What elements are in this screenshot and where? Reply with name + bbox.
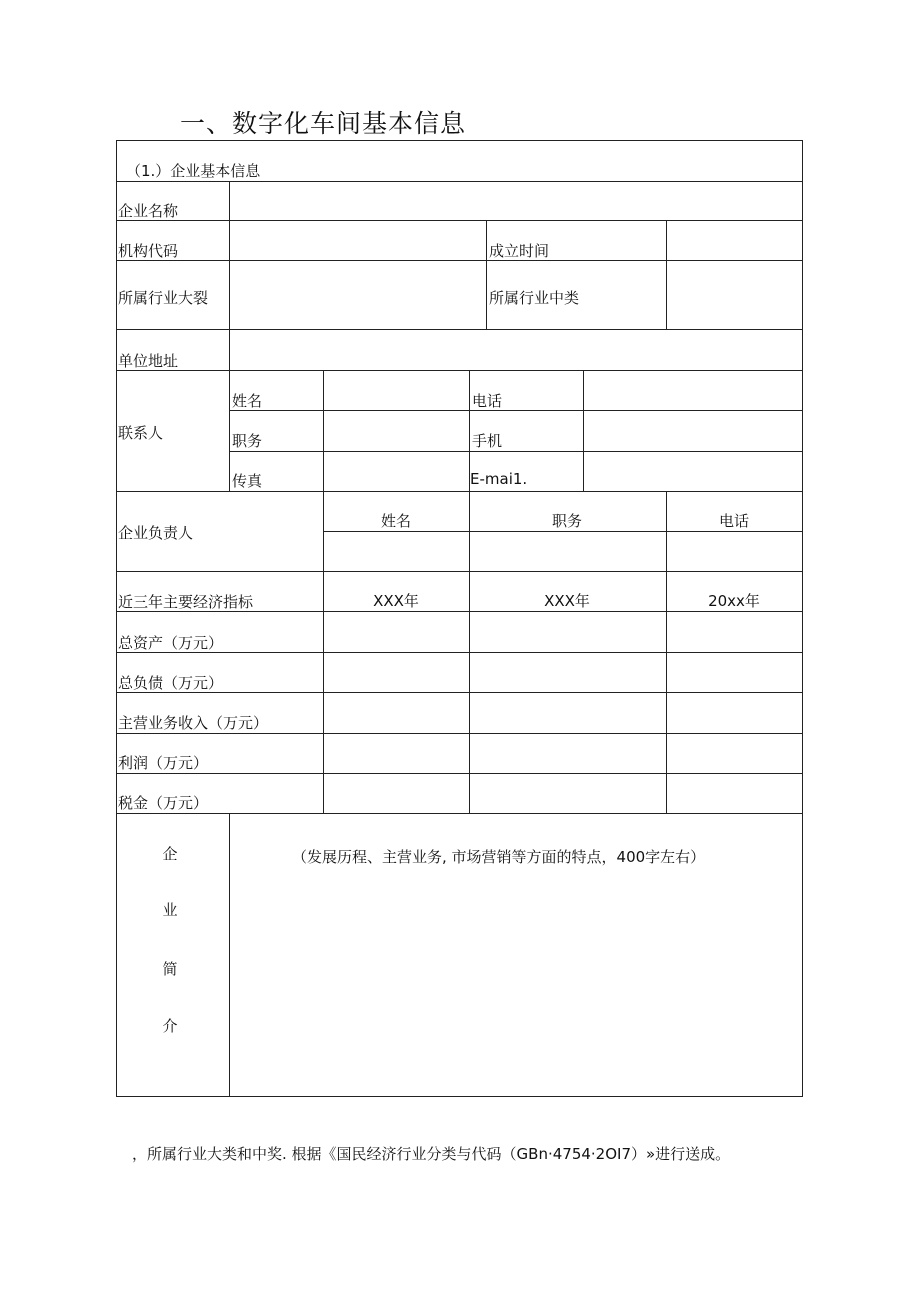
label-total-assets: 总资产（万元）: [118, 634, 224, 652]
leader-position-field[interactable]: [470, 532, 666, 571]
company-name-field[interactable]: [230, 182, 802, 220]
year-3: 20xx年: [708, 592, 760, 610]
leader-phone-field[interactable]: [667, 532, 802, 571]
year-2: XXX年: [544, 592, 590, 610]
section-heading: （1.）企业基本信息: [126, 162, 261, 180]
label-tax: 税金（万元）: [118, 794, 209, 812]
label-contact-fax: 传真: [232, 472, 263, 490]
industry-major-field[interactable]: [230, 261, 486, 329]
label-contact-mobile: 手机: [472, 432, 503, 450]
label-intro-char-3: 简: [162, 960, 178, 978]
company-intro-field[interactable]: [230, 870, 802, 1096]
contact-fax-field[interactable]: [324, 452, 469, 491]
label-intro-char-1: 企: [162, 845, 178, 863]
label-contact-phone: 电话: [472, 392, 503, 410]
contact-mobile-field[interactable]: [584, 411, 802, 451]
contact-position-field[interactable]: [324, 411, 469, 451]
intro-hint: （发展历程、主营业务, 市场营销等方面的特点，400字左右）: [292, 848, 706, 866]
contact-phone-field[interactable]: [584, 371, 802, 410]
address-field[interactable]: [230, 330, 802, 370]
contact-name-field[interactable]: [324, 371, 469, 410]
label-profit: 利润（万元）: [118, 754, 209, 772]
label-org-code: 机构代码: [118, 242, 179, 260]
page-title: 一、数字化车间基本信息: [180, 109, 467, 138]
label-leader: 企业负责人: [118, 524, 194, 542]
label-company-name: 企业名称: [118, 202, 179, 220]
footnote: ，所属行业大类和中奖. 根据《国民经济行业分类与代码（GBn·4754·2OI7）»进行送成。: [132, 1145, 731, 1163]
label-contact-position: 职务: [232, 432, 263, 450]
label-founded: 成立时间: [489, 242, 550, 260]
industry-mid-field[interactable]: [667, 261, 802, 329]
label-intro-char-2: 业: [162, 901, 178, 919]
label-contact-name: 姓名: [232, 392, 263, 410]
label-industry-major: 所属行业大裂: [118, 289, 209, 307]
label-leader-phone: 电话: [718, 512, 750, 530]
label-leader-position: 职务: [551, 512, 583, 530]
label-indicators: 近三年主要经济指标: [118, 593, 254, 611]
contact-email-field[interactable]: [584, 452, 802, 491]
founded-field[interactable]: [667, 221, 802, 260]
label-industry-mid: 所属行业中类: [489, 289, 580, 307]
year-1: XXX年: [373, 592, 419, 610]
label-total-liabilities: 总负债（万元）: [118, 674, 224, 692]
org-code-field[interactable]: [230, 221, 486, 260]
label-intro-char-4: 介: [162, 1017, 178, 1035]
leader-name-field[interactable]: [324, 532, 469, 571]
label-address: 单位地址: [118, 352, 179, 370]
label-leader-name: 姓名: [380, 512, 412, 530]
label-contact-email: E-mai1.: [470, 470, 528, 488]
label-contact: 联系人: [118, 424, 164, 442]
label-main-revenue: 主营业务收入（万元）: [118, 714, 269, 732]
